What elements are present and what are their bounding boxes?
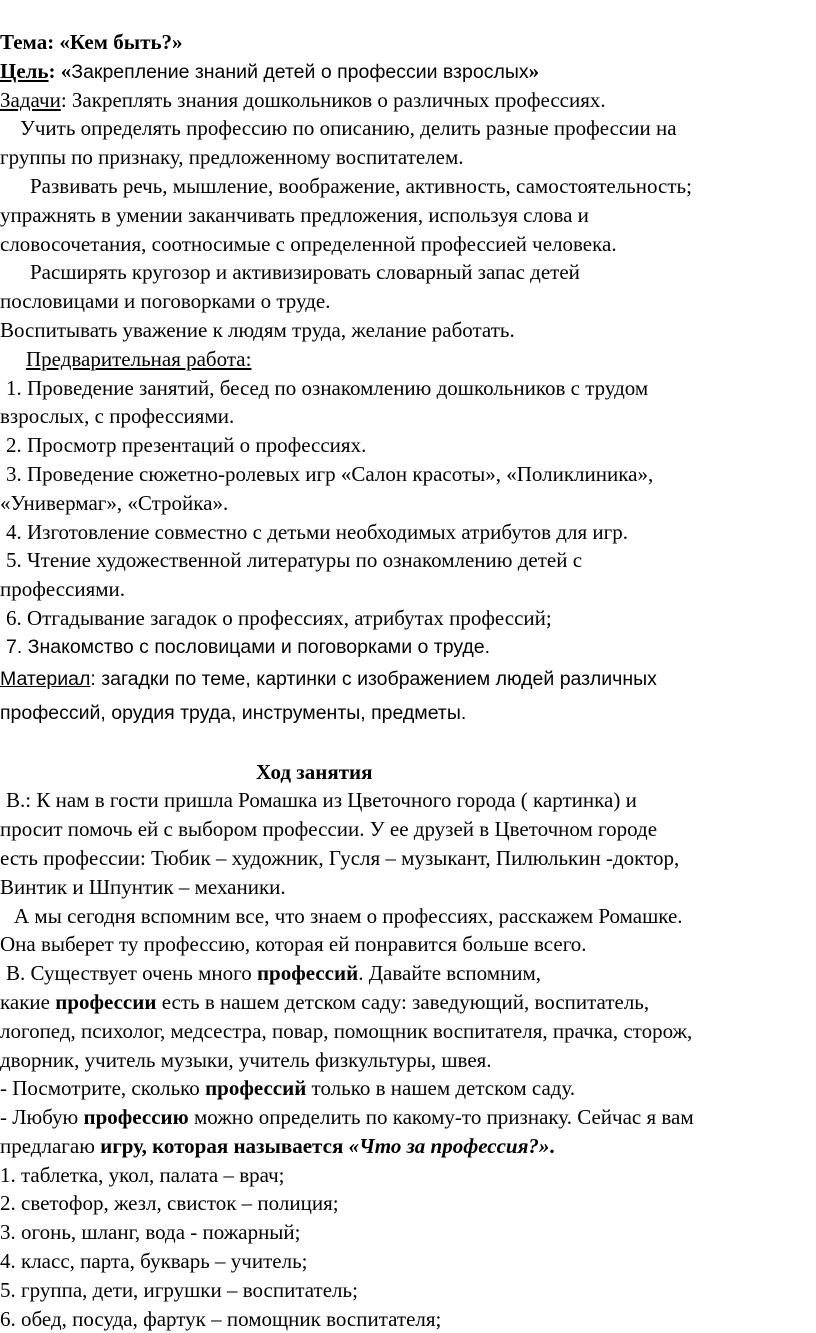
game-item: 4. класс, парта, букварь – учитель; bbox=[0, 1249, 308, 1274]
task-line: Расширять кругозор и активизировать словарный запас детей bbox=[30, 260, 580, 285]
lesson-paragraph-line: предлагаю игру, которая называется «Что за профессия?». bbox=[0, 1133, 555, 1158]
material-label: Материал bbox=[0, 667, 91, 690]
task-line: словосочетания, соотносимые с определенной профессией человека. bbox=[0, 231, 617, 256]
lesson-paragraph-line: В. Существует очень много профессий. Давайте вспомним, bbox=[6, 961, 542, 986]
preliminary-title: Предварительная работа: bbox=[26, 346, 252, 371]
preliminary-item: 1. Проведение занятий, бесед по ознакомлению дошкольников с трудом bbox=[6, 375, 649, 400]
preliminary-item: взрослых, с профессиями. bbox=[0, 404, 235, 429]
task-line: группы по признаку, предложенному воспитателем. bbox=[0, 145, 464, 170]
preliminary-item: 3. Проведение сюжетно-ролевых игр «Салон красоты», «Поликлиника», bbox=[6, 461, 654, 486]
task-line: Развивать речь, мышление, воображение, активность, самостоятельность; bbox=[30, 173, 692, 198]
tasks-line bbox=[0, 86, 816, 115]
preliminary-item: 2. Просмотр презентаций о профессиях. bbox=[6, 433, 367, 458]
topic-heading: Тема: «Кем быть?» bbox=[0, 30, 183, 54]
tasks-text: : Закреплять знания дошкольников о различных профессиях. bbox=[60, 87, 606, 112]
lesson-paragraph-line: Она выберет ту профессию, которая ей понравится больше всего. bbox=[0, 932, 587, 957]
task-line: упражнять в умении заканчивать предложения, используя слова и bbox=[0, 202, 589, 227]
task-line: пословицами и поговорками о труде. bbox=[0, 289, 331, 314]
goal-label: Цель bbox=[0, 58, 49, 83]
preliminary-item: профессиями. bbox=[0, 577, 126, 602]
document-page bbox=[0, 28, 816, 1333]
goal-end: » bbox=[528, 58, 540, 83]
material-line: профессий, орудия труда, инструменты, предметы. bbox=[0, 701, 467, 724]
preliminary-item: 4. Изготовление совместно с детьми необходимых атрибутов для игр. bbox=[6, 519, 628, 544]
spacer bbox=[0, 730, 816, 758]
lesson-paragraph-line: какие профессии есть в нашем детском саду: заведующий, воспитатель, bbox=[0, 989, 650, 1014]
task-line: Учить определять профессию по описанию, делить разные профессии на bbox=[20, 116, 677, 141]
lesson-paragraph-line: Винтик и Шпунтик – механики. bbox=[0, 874, 286, 899]
tasks-label: Задачи bbox=[0, 87, 61, 112]
game-item: 6. обед, посуда, фартук – помощник воспитателя; bbox=[0, 1306, 442, 1331]
material-line: Материал: загадки по теме, картинки с изображением людей различных bbox=[0, 667, 657, 690]
preliminary-item: 5. Чтение художественной литературы по ознакомлению детей с bbox=[6, 548, 583, 573]
preliminary-item: 7. Знакомство с пословицами и поговорками о труде. bbox=[6, 635, 491, 658]
lesson-paragraph-line: просит помочь ей с выбором профессии. У ее друзей в Цветочном городе bbox=[0, 817, 658, 842]
lesson-paragraph-line: А мы сегодня вспомним все, что знаем о профессиях, расскажем Ромашке. bbox=[14, 903, 683, 928]
lesson-paragraph-line: логопед, психолог, медсестра, повар, помощник воспитателя, прачка, сторож, bbox=[0, 1018, 693, 1043]
game-item: 5. группа, дети, игрушки – воспитатель; bbox=[0, 1277, 358, 1302]
goal-colon: : « bbox=[48, 58, 72, 83]
lesson-paragraph-line: дворник, учитель музыки, учитель физкультуры, швея. bbox=[0, 1047, 492, 1072]
lesson-paragraph-line: есть профессии: Тюбик – художник, Гусля – музыкант, Пилюлькин -доктор, bbox=[0, 845, 680, 870]
lesson-paragraph-line: - Любую профессию можно определить по какому-то признаку. Сейчас я вам bbox=[0, 1105, 694, 1130]
lesson-title: Ход занятия bbox=[256, 759, 373, 784]
goal-line bbox=[0, 57, 816, 86]
goal-text: Закрепление знаний детей о профессии взрослых bbox=[71, 60, 529, 83]
preliminary-item: «Универмаг», «Стройка». bbox=[0, 490, 229, 515]
game-item: 1. таблетка, укол, палата – врач; bbox=[0, 1162, 285, 1187]
task-line: Воспитывать уважение к людям труда, желание работать. bbox=[0, 317, 515, 342]
game-item: 3. огонь, шланг, вода - пожарный; bbox=[0, 1220, 301, 1245]
lesson-paragraph-line: - Посмотрите, сколько профессий только в нашем детском саду. bbox=[0, 1076, 576, 1101]
game-item: 2. светофор, жезл, свисток – полиция; bbox=[0, 1191, 339, 1216]
preliminary-item: 6. Отгадывание загадок о профессиях, атрибутах профессий; bbox=[6, 605, 552, 630]
lesson-paragraph-line: В.: К нам в гости пришла Ромашка из Цветочного города ( картинка) и bbox=[6, 788, 637, 813]
